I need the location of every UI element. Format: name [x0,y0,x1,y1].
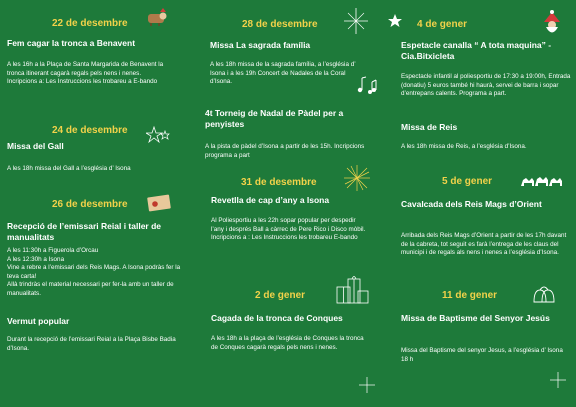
music-notes-icon [356,74,378,96]
event-body-revetlla: Al Poliesportiu a les 22h sopar popular per despedir l’any i després Ball a càrrec de Pere Rico i Disco mòbil. Incripcions a : Les Instruccions les trobareu E-bando [211,217,366,242]
event-body-vermut: Durant la recepció de l’emissari Reial a la Plaça Bisbe Badia d’Isona. [7,336,176,352]
column-1 [0,0,192,407]
event-body-missa-baptisme: Missa del Baptisme del senyor Jesus, a l’església d’ Isona 18 h [401,347,563,363]
date-4-gener: 4 de gener [417,19,468,30]
event-body-missa-reis: A les 18h missa de Reis, a l’església d’Isona. [401,143,527,150]
tronca-icon [146,8,168,26]
event-title-tronca-benavent: Fem cagar la tronca a Benavent [7,38,136,48]
event-title-emissari-reial: Recepció de l’emissari Reial i taller de manualitats [7,221,162,242]
camels-icon [520,168,564,190]
event-body-cavalcada: Arribada dels Reis Mags d’Orient a partir de les 17h davant de la cabreta, tot seguit es farà l’entrega de les claus del municipi i de regals als nens i nenes a l’església d’Isona. [401,232,567,257]
bells-icon [530,282,558,308]
column-2 [192,0,384,407]
event-body-tronca-conques: A les 18h a la plaça de l’església de Conques la tronca de Conques cagarà regals pels nens i nenes. [211,335,364,351]
event-body-espectacle-canalla: Espectacle infantil al poliesportiu de 17:30 a 19:00h, Entrada (donatiu) 5 euros també hi haurà, servei de barra i sopar d’entrepans calents. Programa a part. [401,73,571,98]
event-body-tronca-benavent: A les 16h a la Plaça de Santa Margarida de Benavent la tronca itinerant cagarà regals pels nens i nenes. Incripcions a: Les Instruccions les trobareu a E-bando [7,61,164,86]
event-body-missa-gall: A les 18h missa del Gall a l’església d’ Isona [7,165,131,172]
letter-icon [146,193,172,213]
sparkle-icon [344,8,368,34]
santa-icon [540,10,564,40]
date-5-gener: 5 de gener [442,176,493,187]
event-title-torneig-padel: 4t Torneig de Nadal de Pàdel per a penyistes [205,108,344,129]
event-title-missa-reis: Missa de Reis [401,122,458,132]
event-title-revetlla: Revetlla de cap d’any a Isona [211,195,330,205]
gifts-icon [335,273,369,305]
date-2-gener: 2 de gener [255,290,306,301]
event-title-sagrada-familia: Missa La sagrada família [210,40,311,50]
event-title-cavalcada: Cavalcada dels Reis Mags d’Orient [401,199,542,209]
event-title-espectacle-canalla: Espetacle canalla “ A tota maquina” - Cia.Bitxicleta [401,40,552,61]
fireworks-icon [342,163,372,193]
event-title-missa-baptisme: Missa de Baptisme del Senyor Jesús [401,313,550,323]
event-body-torneig-padel: A la pista de pàdel d’Isona a partir de les 15h. Incripcions programa a part [205,143,365,159]
event-title-missa-gall: Missa del Gall [7,141,64,151]
event-body-sagrada-familia: A les 18h missa de la sagrada família, a l’església d’ Isona i a les 19h Concert de Nadales de la Coral d’Isona. [210,61,356,86]
event-body-emissari-reial: A les 11:30h a Figuerola d’Orcau A les 12:30h a Isona Vine a rebre a l’emissari dels Reis Mags. A Isona podràs fer la teva carta! Allà trindràs el material necessari per fer-la amb un taller de manualitats. [7,247,181,297]
date-24-desembre: 24 de desembre [52,125,128,136]
date-28-desembre: 28 de desembre [242,19,318,30]
date-31-desembre: 31 de desembre [241,177,317,188]
date-11-gener: 11 de gener [442,290,498,301]
sparkle-small-icon [359,377,375,393]
column-3 [384,0,576,407]
event-title-vermut: Vermut popular [7,316,70,326]
star-icon [388,14,402,28]
date-22-desembre: 22 de desembre [52,18,128,29]
date-26-desembre: 26 de desembre [52,199,128,210]
sparkle-corner-icon [550,372,566,388]
event-title-tronca-conques: Cagada de la tronca de Conques [211,313,343,323]
